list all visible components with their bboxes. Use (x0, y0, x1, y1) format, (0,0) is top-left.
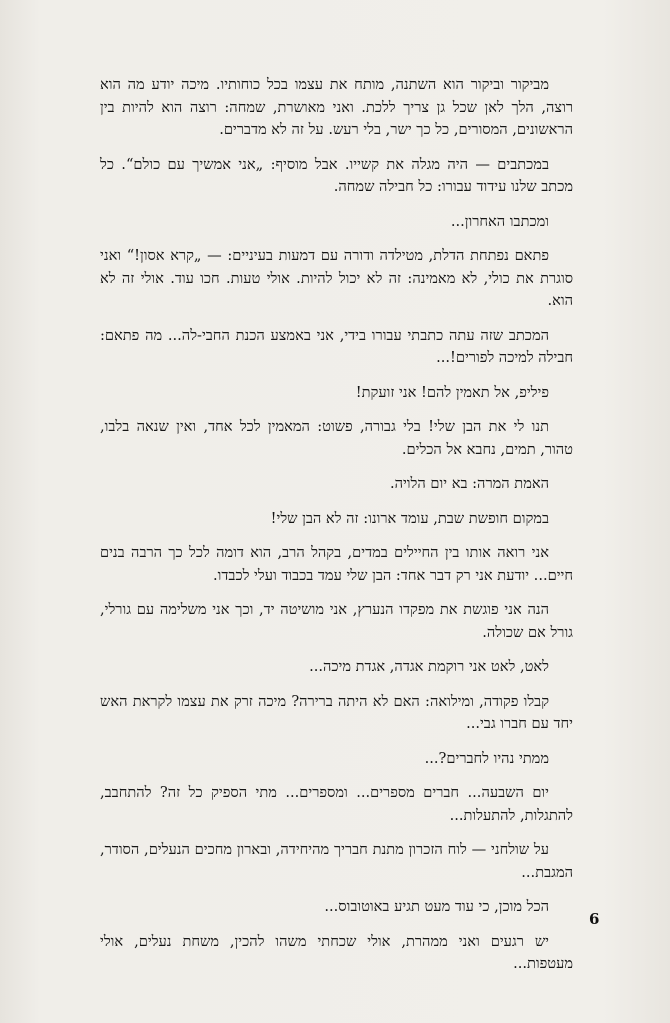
paragraph-16: על שולחני — לוח הזכרון מתנת חבריך מהיחידה, ובארון מחכים הנעלים, הסודר, המגבת... (100, 841, 573, 881)
paragraph-1: מביקור וביקור הוא השתנה, מותח את עצמו בכל כוחותיו. מיכה יודע מה הוא רוצה, הלך לאן שכל גן צריך ללכת. ואני מאושרת, שמחה: רוצה הוא להיות בין הראשונים, המסורים, כל כך ישר, בלי רעש. על זה לא מדברים. (100, 76, 573, 138)
paragraph-12: לאט, לאט אני רוקמת אגדה, אגדת מיכה... (309, 658, 549, 675)
paragraph-17: הכל מוכן, כי עוד מעט תגיע באוטובוס... (324, 898, 549, 915)
paragraph-18: יש רגעים ואני ממהרת, אולי שכחתי משהו להכין, משחת נעלים, אולי מעטפות... (100, 932, 573, 972)
paragraph-13: קבלו פקודה, ומילואה: האם לא היתה ברירה? מיכה זרק את עצמו לקראת האש יחד עם חברו גבי... (100, 692, 573, 732)
paragraph-11: הנה אני פוגשת את מפקדו הנערץ, אני מושיטה יד, וכך אני משלימה עם גורלי, גורל אם שכולה. (100, 601, 573, 641)
paragraph-6: פיליפ, אל תאמין להם! אני זועקת! (355, 383, 549, 401)
paragraph-15: יום השבעה... חברים מספרים... ומספרים... מתי הספיק כל זה? להתחבב, להתגלות, להתעלות... (100, 784, 573, 824)
page-body-text (100, 74, 573, 988)
paragraph-5: המכתב שזה עתה כתבתי עבורו בידי, אני באמצע הכנת החבי-לה... מה פתאם: חבילה למיכה לפורים!... (100, 326, 573, 366)
page-number: 6 (589, 910, 600, 928)
paragraph-9: במקום חופשת שבת, עומד ארונו: זה לא הבן שלי! (270, 509, 549, 527)
paragraph-7: תנו לי את הבן שלי! בלי גבורה, פשוט: המאמין לכל אחד, ואין שנאה בלבו, טהור, תמים, נחבא אל הכלים. (100, 418, 573, 458)
paragraph-10: אני רואה אותו בין החיילים במדים, בקהל הרב, הוא דומה לכל כך הרבה בנים חיים... יודעת אני רק דבר אחד: הבן שלי עמד בכבוד ועלי לכבדו. (100, 544, 573, 584)
paragraph-3: ומכתבו האחרון... (450, 212, 549, 230)
paragraph-2: במכתבים — היה מגלה את קשייו. אבל מוסיף: „אני אמשיך עם כולם“. כל מכתב שלנו עידוד עבורו: כל חבילה שמחה. (100, 155, 573, 195)
paragraph-4: פתאם נפתחת הדלת, מטילדה ודורה עם דמעות בעיניים: — „קרא אסון!“ ואני סוגרת את כולי, לא מאמינה: זה לא יכול להיות. אולי טעות. חכו עוד. אולי זה לא הוא. (100, 247, 573, 309)
paragraph-8: האמת המרה: בא יום הלויה. (389, 475, 549, 492)
paragraph-14: ממתי נהיו לחברים?... (424, 749, 549, 767)
